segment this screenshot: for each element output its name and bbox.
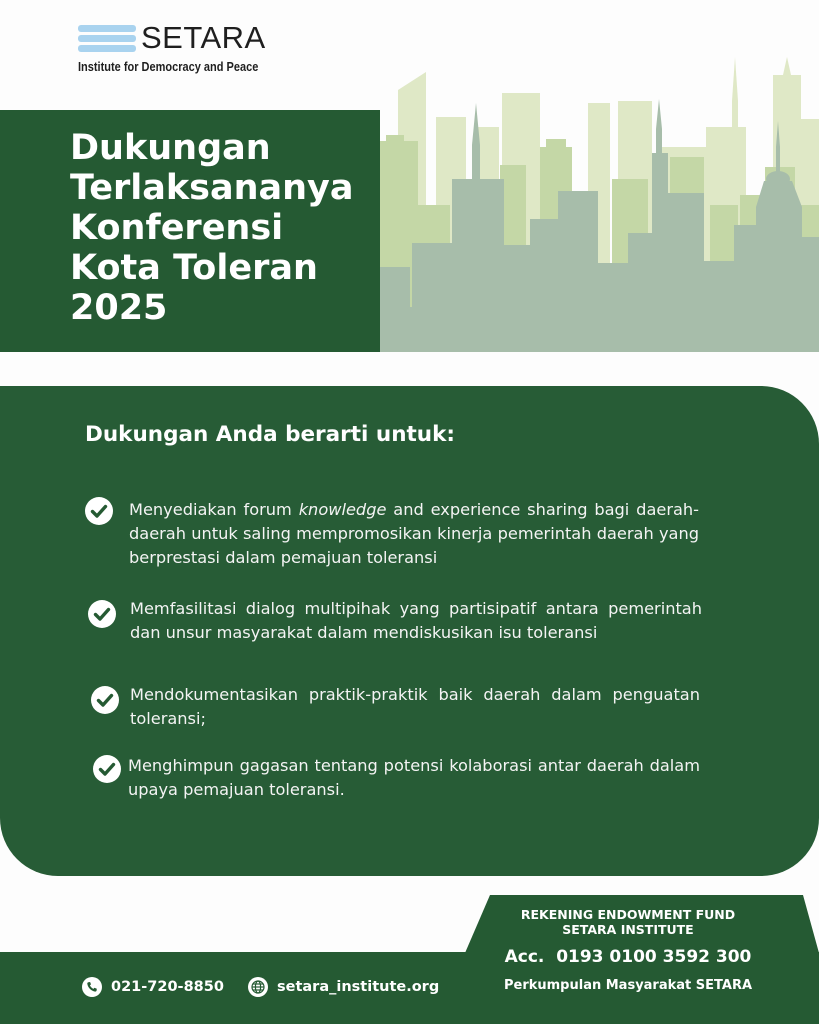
benefit-item-prefix: Menyediakan forum (129, 500, 299, 519)
logo-tagline: Institute for Democracy and Peace (78, 60, 259, 74)
benefit-item: Menghimpun gagasan tentang potensi kolaborasi antar daerah dalam upaya pemajuan toleransi. (128, 756, 700, 799)
title-line: Terlaksananya (70, 168, 354, 208)
benefit-item-rest: and experience sharing bagi daerah-daerah untuk saling mempromosikan kinerja pemerintah daerah yang berprestasi dalam pemajuan toleransi (129, 500, 699, 567)
logo-name: SETARA (141, 20, 266, 55)
page-title (70, 128, 380, 328)
bank-account-holder: Perkumpulan Masyarakat SETARA (503, 978, 753, 993)
check-circle-icon (91, 686, 119, 714)
bank-title-line: REKENING ENDOWMENT FUND (520, 907, 736, 922)
title-line: Kota Toleran (70, 248, 318, 288)
bank-title-line: SETARA INSTITUTE (562, 922, 694, 937)
check-circle-icon (85, 497, 113, 525)
title-line: 2025 (70, 288, 168, 328)
card-heading: Dukungan Anda berarti untuk: (85, 422, 455, 447)
title-line: Konferensi (70, 208, 284, 248)
benefit-item: Memfasilitasi dialog multipihak yang partisipatif antara pemerintah dan unsur masyarakat dalam mendiskusikan isu toleransi (130, 599, 702, 642)
website-contact (248, 976, 439, 998)
check-circle-icon (88, 600, 116, 628)
globe-icon (248, 977, 268, 997)
benefit-item (129, 498, 699, 570)
setara-logo (78, 20, 338, 80)
phone-number: 021-720-8850 (111, 979, 224, 995)
city-skyline-illustration (380, 55, 819, 352)
bank-title (480, 907, 776, 937)
check-circle-icon (93, 755, 121, 783)
benefit-item: Mendokumentasikan praktik-praktik baik daerah dalam penguatan toleransi; (130, 685, 700, 728)
title-line: Dukungan (70, 128, 271, 168)
benefit-item-emphasis: knowledge (298, 500, 387, 519)
website-link[interactable]: setara_institute.org (277, 979, 440, 995)
logo-stripes-icon (78, 25, 136, 51)
phone-icon (82, 977, 102, 997)
bank-account-number: Acc. 0193 0100 3592 300 (504, 947, 752, 967)
phone-contact (82, 976, 224, 998)
